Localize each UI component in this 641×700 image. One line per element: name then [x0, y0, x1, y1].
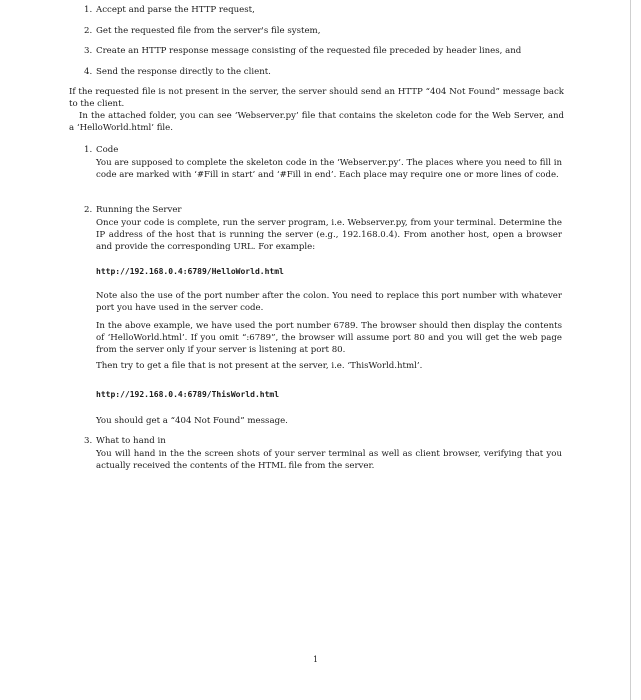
step-2-text: Get the requested file from the server's file system, [96, 26, 321, 36]
section-running-title: Running the Server [96, 205, 182, 215]
paragraph-attached-folder: In the attached folder, you can see ‘Webserver.py’ file that contains the skeleton code for the Web Server, and a ‘HelloWorld.html’ file. [69, 111, 564, 134]
step-1-text: Accept and parse the HTTP request, [96, 5, 255, 15]
step-3-text: Create an HTTP response message consisting of the requested file preceded by header lines, and [96, 46, 522, 56]
step-4-text: Send the response directly to the client. [96, 67, 271, 77]
section-code-title: Code [96, 145, 119, 155]
section-handin-number: 3. [84, 436, 93, 446]
step-2-number: 2. [84, 26, 93, 36]
note-404-expected: You should get a “404 Not Found” message. [96, 416, 288, 426]
section-running-body: Once your code is complete, run the server program, i.e. Webserver.py, from your terminal. Determine the IP address of the host that is running the server (e.g., 192.168.0.4). From another host, open a browser and provide the corresponding URL. For example: [96, 218, 562, 253]
step-3-number: 3. [84, 46, 93, 56]
section-code-body: You are supposed to complete the skeleton code in the ‘Webserver.py’. The places where you need to fill in code are marked with ‘#Fill in start’ and ‘#Fill in end’. Each place may require one or more lines of code. [96, 158, 562, 181]
note-try-missing-file: Then try to get a file that is not present at the server, i.e. ‘ThisWorld.html’. [96, 361, 423, 371]
example-url-helloworld: http://192.168.0.4:6789/HelloWorld.html [96, 267, 284, 276]
section-handin-title: What to hand in [96, 436, 166, 446]
paragraph-404-requirement: If the requested file is not present in the server, the server should send an HTTP “404 Not Found” message back to the client. [69, 87, 564, 110]
step-4-number: 4. [84, 67, 93, 77]
section-running-number: 2. [84, 205, 93, 215]
step-1-number: 1. [84, 5, 93, 15]
section-code-number: 1. [84, 145, 93, 155]
note-port-number: Note also the use of the port number after the colon. You need to replace this port number with whatever port you have used in the server code. [96, 291, 562, 314]
note-port-example: In the above example, we have used the port number 6789. The browser should then display the contents of ‘HelloWorld.html’. If you omit “:6789”, the browser will assume port 80 and you will get the web page from the server only if your server is listening at port 80. [96, 321, 562, 356]
example-url-thisworld: http://192.168.0.4:6789/ThisWorld.html [96, 390, 280, 399]
section-handin-body: You will hand in the the screen shots of your server terminal as well as client browser, verifying that you actually received the contents of the HTML file from the server. [96, 449, 562, 472]
page-number: 1 [313, 655, 319, 664]
page-edge-divider [630, 0, 631, 700]
